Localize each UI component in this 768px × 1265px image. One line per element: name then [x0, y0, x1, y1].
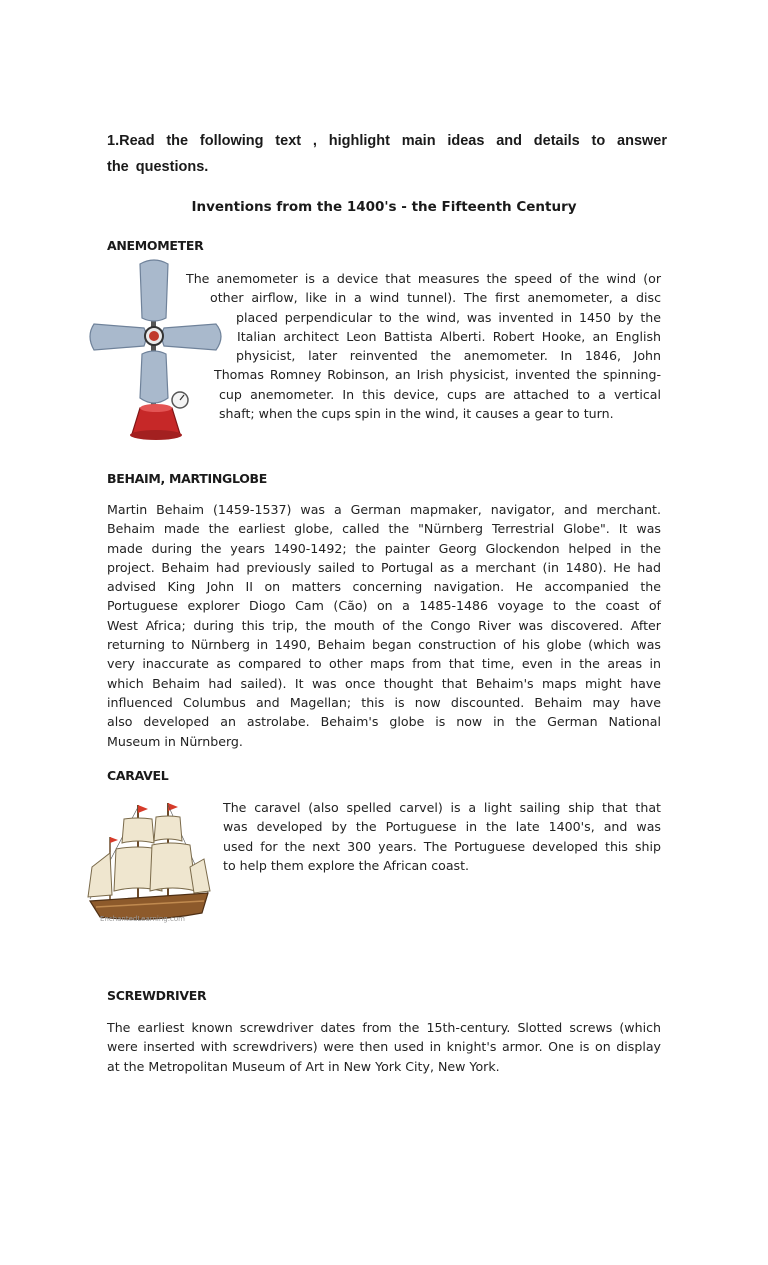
text-line: Portuguese explorer Diogo Cam (Cão) on a 1485-1486 voyage to the coast of	[107, 598, 661, 614]
text-line: shaft; when the cups spin in the wind, it causes a gear to turn.	[219, 406, 614, 422]
image-credit: EnchantedLearning.com	[100, 915, 185, 923]
text-line: which Behaim had sailed). It was once thought that Behaim's maps might have	[107, 675, 661, 691]
instruction-line: 1.Read the following text , highlight main ideas and details to answer	[107, 133, 667, 149]
text-line: The earliest known screwdriver dates from the 15th-century. Slotted screws (which	[107, 1020, 661, 1035]
section-heading-screwdriver: SCREWDRIVER	[107, 988, 207, 1003]
text-line: Behaim made the earliest globe, called the "Nürnberg Terrestrial Globe". It was	[107, 521, 661, 537]
text-line: were inserted with screwdrivers) were then used in knight's armor. One is on display	[107, 1039, 661, 1055]
text-line: The caravel (also spelled carvel) is a light sailing ship that that	[223, 800, 661, 815]
text-line: West Africa; during this trip, the mouth of the Congo River was discovered. After	[107, 617, 661, 633]
text-line: project. Behaim had previously sailed to Portugal as a merchant (in 1480). He had	[107, 559, 661, 575]
text-line: physicist, later reinvented the anemometer. In 1846, John	[236, 348, 661, 364]
instruction-line: the questions.	[107, 159, 209, 175]
section-heading-behaim: BEHAIM, MARTINGLOBE	[107, 471, 267, 486]
text-line: Thomas Romney Robinson, an Irish physicist, invented the spinning-	[214, 367, 661, 383]
screwdriver-text	[107, 1018, 661, 1076]
text-line: Italian architect Leon Battista Alberti. Robert Hooke, an English	[237, 328, 661, 344]
text-line: also developed an astrolabe. Behaim's globe is now in the German National	[107, 714, 661, 730]
text-line: placed perpendicular to the wind, was invented in 1450 by the	[236, 309, 661, 325]
text-line: The anemometer is a device that measures the speed of the wind (or	[186, 271, 661, 286]
text-line: cup anemometer. In this device, cups are attached to a vertical	[219, 386, 661, 402]
text-line: was developed by the Portuguese in the late 1400's, and was	[223, 819, 661, 835]
anemometer-text	[186, 269, 661, 423]
caravel-text	[223, 798, 661, 875]
behaim-text	[107, 500, 661, 751]
text-line: Martin Behaim (1459-1537) was a German mapmaker, navigator, and merchant.	[107, 502, 661, 517]
section-heading-anemometer: ANEMOMETER	[107, 238, 204, 253]
text-line: Museum in Nürnberg.	[107, 733, 243, 749]
section-heading-caravel: CARAVEL	[107, 768, 169, 783]
text-line: made during the years 1490-1492; the painter Georg Glockendon helped in the	[107, 540, 661, 556]
text-line: to help them explore the African coast.	[223, 857, 470, 873]
text-line: other airflow, like in a wind tunnel). The first anemometer, a disc	[210, 290, 661, 306]
text-line: very inaccurate as compared to other maps from that time, even in the areas in	[107, 656, 661, 672]
document-title: Inventions from the 1400's - the Fifteenth Century	[191, 199, 577, 215]
text-line: used for the next 300 years. The Portuguese developed this ship	[223, 838, 661, 854]
text-line: influenced Columbus and Magellan; this is now discounted. Behaim may have	[107, 694, 661, 710]
text-line: at the Metropolitan Museum of Art in New York City, New York.	[107, 1058, 500, 1074]
instruction-text	[107, 128, 667, 180]
text-line: advised King John II on matters concerning navigation. He accompanied the	[107, 579, 661, 595]
text-line: returning to Nürnberg in 1490, Behaim began construction of his globe (which was	[107, 637, 661, 653]
caravel-ship-illustration	[86, 797, 216, 929]
